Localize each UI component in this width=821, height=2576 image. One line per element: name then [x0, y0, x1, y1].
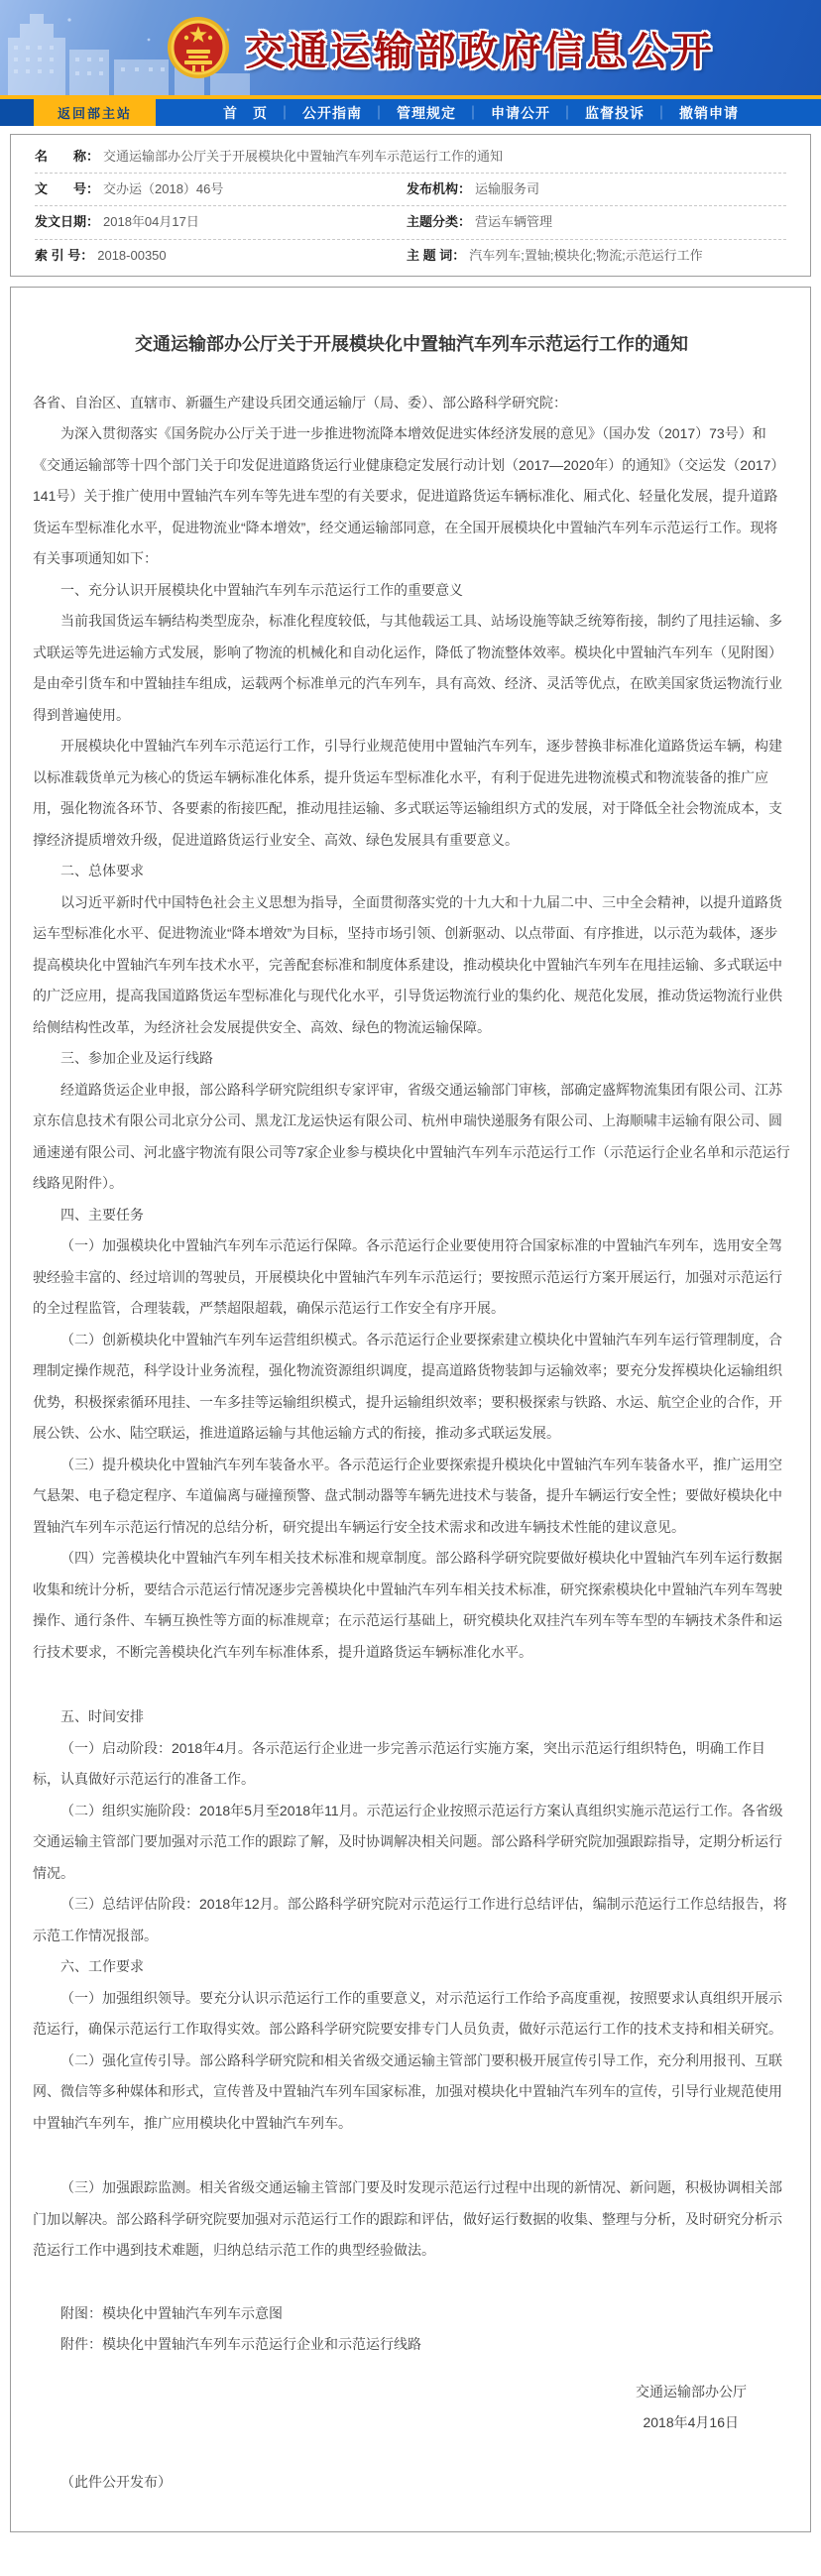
document-paragraph: 为深入贯彻落实《国务院办公厅关于进一步推进物流降本增效促进实体经济发展的意见》（国办发（2017）73号）和《交通运输部等十四个部门关于印发促进道路货运行业健康稳定发展行动计划（2017—2020年）的通知》（交运发（2017）141号）关于推广使用中置轴汽车列车等先进车型的有关要求，促进道路货运车辆标准化、厢式化、轻量化发展，提升道路货运车型标准化水平，促进物流业“降本增效”，经交通运输部同意，在全国开展模块化中置轴汽车列车示范运行工作。现将有关事项通知如下：	[33, 425, 785, 567]
nav-item-withdraw-application[interactable]: 撤销申请	[679, 104, 740, 121]
meta-value-agency: 运输服务司	[475, 181, 540, 197]
document-title: 交通运输部办公厅关于开展模块化中置轴汽车列车示范运行工作的通知	[135, 333, 688, 354]
meta-value-keywords: 汽车列车;置轴;模块化;物流;示范运行工作	[469, 247, 703, 263]
document-paragraph: （一）加强组织领导。要充分认识示范运行工作的重要意义，对示范运行工作给予高度重视，按照要求认真组织开展示范运行，确保示范运行工作取得实效。部公路科学研究院要安排专门人员负责，做好示范运行工作的技术支持和相关研究。	[33, 1989, 782, 2038]
meta-value-doc-number: 交办运（2018）46号	[103, 181, 224, 197]
nav-separator: ｜	[372, 104, 388, 121]
meta-row-index-keywords	[35, 240, 786, 272]
meta-label-keywords: 主 题 词：	[407, 247, 466, 263]
document-section-heading: 四、主要任务	[60, 1206, 144, 1223]
signature-block	[33, 2377, 790, 2438]
document-paragraph: 以习近平新时代中国特色社会主义思想为指导，全面贯彻落实党的十九大和十九届二中、三中全会精神，以提升道路货运车型标准化水平、促进物流业“降本增效”为目标，坚持市场引领、创新驱动、以点带面、有序推进，以示范为载体，逐步提高模块化中置轴汽车列车技术水平，完善配套标准和制度体系建设，推动模块化中置轴汽车列车在甩挂运输、多式联运中的广泛应用，提高我国道路货运车型标准化与现代化水平，引导货运物流行业的集约化、规范化发展，推动货运物流行业供给侧结构性改革，为经济社会发展提供安全、高效、绿色的物流运输保障。	[33, 893, 782, 1035]
meta-label-index-number: 索 引 号：	[35, 247, 94, 263]
document-paragraph: （二）组织实施阶段：2018年5月至2018年11月。示范运行企业按照示范运行方案认真组织实施示范运行工作。各省级交通运输主管部门要加强对示范工作的跟踪了解，及时协调解决相关问题。部公路科学研究院加强跟踪指导，定期分析运行情况。	[33, 1802, 783, 1881]
signing-agency: 交通运输部办公厅	[636, 2383, 747, 2400]
document-section-heading: 三、参加企业及运行线路	[60, 1050, 213, 1067]
national-emblem-icon	[167, 16, 230, 79]
meta-label-agency: 发布机构：	[407, 181, 472, 197]
site-title: 交通运输部政府信息公开	[245, 29, 715, 73]
document-paragraph: （三）提升模块化中置轴汽车列车装备水平。各示范运行企业要探索提升模块化中置轴汽车列车装备水平，推广运用空气悬架、电子稳定程序、车道偏离与碰撞预警、盘式制动器等车辆先进技术与装备，提升车辆运行安全性；要做好模块化中置轴汽车列车示范运行情况的总结分析，研究提出车辆运行安全技术需求和改进车辆技术性能的建议意见。	[33, 1456, 782, 1535]
nav-separator: ｜	[278, 104, 293, 121]
document-body	[33, 388, 790, 2267]
meta-value-name: 交通运输部办公厅关于开展模块化中置轴汽车列车示范运行工作的通知	[103, 149, 504, 164]
nav-separator: ｜	[654, 104, 670, 121]
document-section-heading: 六、工作要求	[60, 1958, 144, 1975]
nav-bar	[0, 99, 821, 126]
document-paragraph: （一）加强模块化中置轴汽车列车示范运行保障。各示范运行企业要使用符合国家标准的中置轴汽车列车，选用安全驾驶经验丰富的、经过培训的驾驶员，开展模块化中置轴汽车列车示范运行；要按照示范运行方案开展运行，加强对示范运行的全过程监管，合理装载，严禁超限超载，确保示范运行工作安全有序开展。	[33, 1237, 782, 1317]
document-paragraph: （三）加强跟踪监测。相关省级交通运输主管部门要及时发现示范运行过程中出现的新情况、新问题，积极协调相关部门加以解决。部公路科学研究院要加强对示范运行工作的跟踪和评估，做好运行数据的收集、整理与分析，及时研究分析示范运行工作中遇到技术难题，归纳总结示范工作的典型经验做法。	[33, 2179, 782, 2259]
signing-date: 2018年4月16日	[643, 2413, 739, 2430]
document-content	[10, 287, 811, 2532]
document-paragraph: （三）总结评估阶段：2018年12月。部公路科学研究院对示范运行工作进行总结评估，编制示范运行工作总结报告，将示范工作情况报部。	[33, 1896, 787, 1943]
attachment-file-line: 附件：模块化中置轴汽车列车示范运行企业和示范运行线路	[60, 2336, 421, 2353]
back-to-main-site-button[interactable]: 返回部主站	[34, 99, 156, 126]
meta-row-number-agency	[35, 174, 786, 206]
site-header	[0, 0, 821, 95]
meta-row-date-category	[35, 206, 786, 239]
document-paragraph: （四）完善模块化中置轴汽车列车相关技术标准和规章制度。部公路科学研究院要做好模块化中置轴汽车列车运行数据收集和统计分析，要结合示范运行情况逐步完善模块化中置轴汽车列车相关技术标准，研究探索模块化中置轴汽车列车驾驶操作、通行条件、车辆互换性等方面的标准规章；在示范运行基础上，研究模块化双挂汽车列车等车型的车辆技术条件和运行技术要求，不断完善模块化汽车列车标准体系，提升道路货运车辆标准化水平。	[33, 1550, 782, 1660]
nav-item-home[interactable]: 首 页	[223, 104, 269, 121]
document-paragraph: （二）创新模块化中置轴汽车列车运营组织模式。各示范运行企业要探索建立模块化中置轴汽车列车运行管理制度，合理制定操作规范，科学设计业务流程，强化物流资源组织调度，提高道路货物装卸与运输效率；要充分发挥模块化运输组织优势，积极探索循环甩挂、一车多挂等运输组织模式，提升运输组织效率；要积极探索与铁路、水运、航空企业的合作，开展公铁、公水、陆空联运，推进道路运输与其他运输方式的衔接，推动多式联运发展。	[33, 1331, 782, 1442]
nav-item-disclosure-guide[interactable]: 公开指南	[302, 104, 363, 121]
nav-menu	[217, 99, 745, 126]
meta-label-name: 名 称：	[35, 149, 100, 164]
meta-label-category: 主题分类：	[407, 214, 472, 230]
meta-label-doc-number: 文 号：	[35, 181, 100, 197]
document-paragraph: 当前我国货运车辆结构类型庞杂，标准化程度较低，与其他载运工具、站场设施等缺乏统筹衔接，制约了甩挂运输、多式联运等先进运输方式发展，影响了物流的机械化和自动化运作，降低了物流整体效率。模块化中置轴汽车列车（见附图）是由牵引货车和中置轴挂车组成，运载两个标准单元的汽车列车，具有高效、经济、灵活等优点，在欧美国家货运物流行业得到普遍使用。	[33, 613, 782, 723]
document-metadata-table	[10, 134, 811, 277]
meta-value-issue-date: 2018年04月17日	[103, 214, 199, 230]
document-section-heading: 五、时间安排	[60, 1708, 144, 1725]
attachment-figure-line: 附图：模块化中置轴汽车列车示意图	[60, 2304, 283, 2321]
document-section-heading: 二、总体要求	[60, 863, 144, 879]
attachments-list	[33, 2298, 790, 2361]
meta-value-category: 营运车辆管理	[475, 214, 553, 230]
nav-item-apply-disclosure[interactable]: 申请公开	[491, 104, 551, 121]
meta-label-issue-date: 发文日期：	[35, 214, 100, 230]
nav-separator: ｜	[560, 104, 576, 121]
nav-item-regulations[interactable]: 管理规定	[397, 104, 457, 121]
document-paragraph: 开展模块化中置轴汽车列车示范运行工作，引导行业规范使用中置轴汽车列车，逐步替换非标准化道路货运车辆，构建以标准载货单元为核心的货运车辆标准化体系，提升货运车型标准化水平，有利于促进先进物流模式和物流装备的推广应用，强化物流各环节、各要素的衔接匹配，推动甩挂运输、多式联运等运输组织方式的发展，对于降低全社会物流成本，支撑经济提质增效升级，促进道路货运行业安全、高效、绿色发展具有重要意义。	[33, 738, 782, 848]
public-release-note: （此件公开发布）	[60, 2474, 172, 2491]
document-paragraph: （一）启动阶段：2018年4月。各示范运行企业进一步完善示范运行实施方案，突出示范运行组织特色，明确工作目标，认真做好示范运行的准备工作。	[33, 1739, 765, 1788]
document-paragraph: 经道路货运企业申报，部公路科学研究院组织专家评审，省级交通运输部门审核，部确定盛辉物流集团有限公司、江苏京东信息技术有限公司北京分公司、黑龙江龙运快运有限公司、杭州申瑞快递服务有限公司、上海顺啸丰运输有限公司、圆通速递有限公司、河北盛宇物流有限公司等7家企业参与模块化中置轴汽车列车示范运行工作（示范运行企业名单和示范运行线路见附件）。	[33, 1081, 790, 1192]
document-paragraph: （二）强化宣传引导。部公路科学研究院和相关省级交通运输主管部门要积极开展宣传引导工作，充分利用报刊、互联网、微信等多种媒体和形式，宣传普及中置轴汽车列车国家标准，加强对模块化中置轴汽车列车的宣传，引导行业规范使用中置轴汽车列车，推广应用模块化中置轴汽车列车。	[33, 2051, 782, 2131]
meta-row-name	[35, 141, 786, 174]
document-salutation: 各省、自治区、直辖市、新疆生产建设兵团交通运输厅（局、委）、部公路科学研究院：	[33, 394, 567, 410]
document-section-heading: 一、充分认识开展模块化中置轴汽车列车示范运行工作的重要意义	[60, 581, 463, 598]
nav-separator: ｜	[466, 104, 482, 121]
nav-item-supervision-complaints[interactable]: 监督投诉	[585, 104, 645, 121]
meta-value-index-number: 2018-00350	[97, 247, 167, 263]
nav-corner-block	[0, 99, 34, 126]
